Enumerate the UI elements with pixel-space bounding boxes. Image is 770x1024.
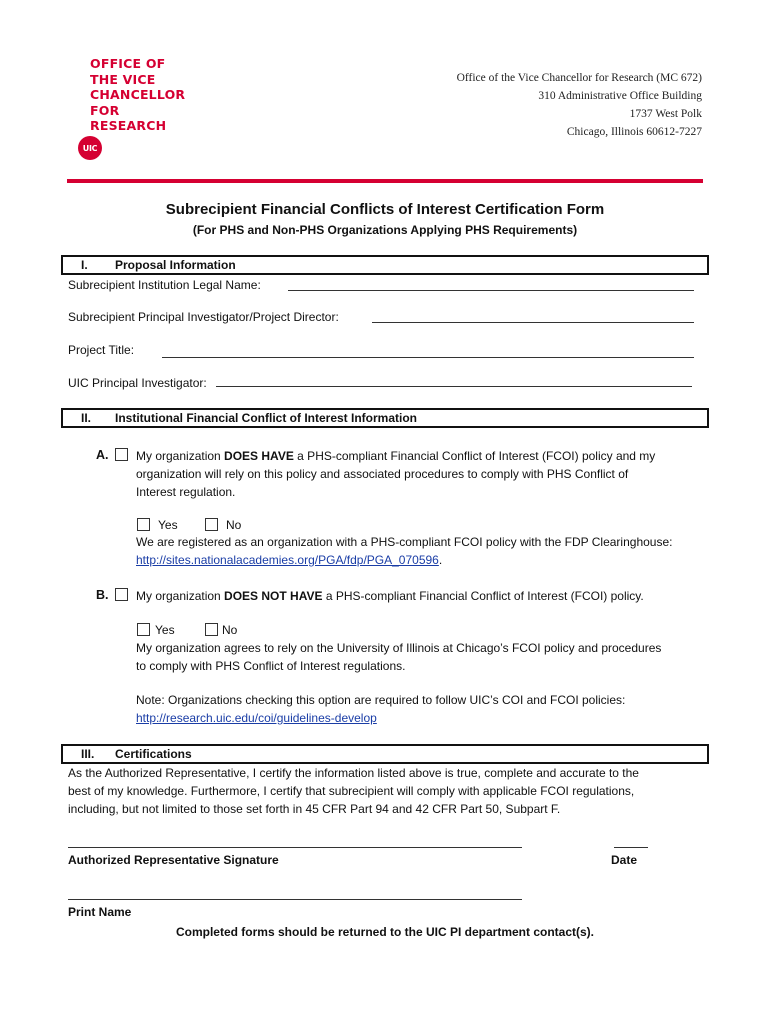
print-name-field[interactable]	[68, 899, 522, 900]
option-b-note	[136, 691, 716, 727]
coi-policy-link[interactable]: http://research.uic.edu/coi/guidelines-develop	[136, 711, 377, 725]
logo-line: THE VICE	[90, 71, 156, 87]
section-number: II.	[81, 411, 92, 425]
option-b-emph: DOES NOT HAVE	[224, 589, 323, 603]
date-field[interactable]	[614, 847, 648, 848]
option-a-line3: Interest regulation.	[136, 485, 236, 499]
option-a-post: a PHS-compliant Financial Conflict of Interest (FCOI) policy and my	[293, 449, 656, 463]
return-instructions: Completed forms should be returned to the UIC PI department contact(s).	[175, 925, 595, 939]
project-title-label: Project Title:	[68, 343, 135, 357]
option-b-post: a PHS-compliant Financial Conflict of Interest (FCOI) policy.	[322, 589, 644, 603]
logo-line: CHANCELLOR	[90, 87, 186, 102]
logo-line: RESEARCH	[90, 118, 167, 133]
option-b-yes-label: Yes	[155, 623, 175, 637]
section-heading: Proposal Information	[115, 258, 236, 272]
option-a-no-checkbox[interactable]	[205, 518, 218, 531]
section-3-header	[61, 744, 709, 764]
print-name-label: Print Name	[68, 905, 132, 919]
link-suffix: .	[438, 553, 443, 567]
option-b-yes-checkbox[interactable]	[137, 623, 150, 636]
institution-label: Subrecipient Institution Legal Name:	[68, 278, 261, 292]
cert-line2: best of my knowledge. Furthermore, I certify that subrecipient will comply with applicable FCOI regulations,	[68, 784, 635, 798]
note-text: Note: Organizations checking this option are required to follow UIC’s COI and FCOI policies:	[136, 693, 626, 707]
form-title: Subrecipient Financial Conflicts of Interest Certification Form	[165, 201, 605, 218]
date-label: Date	[611, 853, 638, 867]
uic-pi-label: UIC Principal Investigator:	[68, 376, 207, 390]
clearinghouse-link[interactable]: http://sites.nationalacademies.org/PGA/fdp/PGA_070596	[136, 553, 439, 567]
logo-line: FOR	[90, 102, 120, 118]
agree-line2: to comply with PHS Conflict of Interest regulations.	[136, 659, 406, 673]
section-heading: Certifications	[115, 747, 192, 761]
option-b-agreement	[136, 639, 716, 675]
option-b-no-label: No	[222, 623, 238, 637]
option-b-no-checkbox[interactable]	[205, 623, 218, 636]
option-b-pre: My organization	[136, 589, 225, 603]
option-a-checkbox[interactable]	[115, 448, 128, 461]
section-number: I.	[81, 258, 88, 272]
address-line: 1737 West Polk	[629, 108, 702, 120]
agree-line1: My organization agrees to rely on the University of Illinois at Chicago’s FCOI policy and procedures	[136, 641, 662, 655]
option-a-letter: A.	[96, 448, 109, 462]
option-a-no-label: No	[226, 518, 242, 532]
signature-label: Authorized Representative Signature	[68, 853, 279, 867]
pi-field[interactable]	[372, 322, 694, 323]
pi-label: Subrecipient Principal Investigator/Project Director:	[68, 310, 339, 324]
section-2-header	[61, 408, 709, 428]
clearinghouse-text: We are registered as an organization with a PHS-compliant FCOI policy with the FDP Clearinghouse:	[136, 535, 673, 549]
certification-text	[68, 764, 708, 818]
institution-field[interactable]	[288, 290, 694, 291]
office-address	[457, 69, 702, 141]
ovcr-logo	[90, 56, 185, 134]
form-subtitle: (For PHS and Non-PHS Organizations Applying PHS Requirements)	[192, 223, 578, 237]
address-line: 310 Administrative Office Building	[538, 90, 702, 102]
cert-line1: As the Authorized Representative, I certify the information listed above is true, complete and accurate to the	[68, 766, 639, 780]
signature-field[interactable]	[68, 847, 522, 848]
option-a-pre: My organization	[136, 449, 225, 463]
address-line: Office of the Vice Chancellor for Research (MC 672)	[456, 72, 702, 84]
option-a-yes-checkbox[interactable]	[137, 518, 150, 531]
option-a-emph: DOES HAVE	[224, 449, 294, 463]
option-a-text	[136, 447, 706, 501]
section-number: III.	[81, 747, 95, 761]
section-1-header	[61, 255, 709, 275]
option-a-yes-label: Yes	[158, 518, 178, 532]
option-b-letter: B.	[96, 588, 109, 602]
option-a-line2: organization will rely on this policy and associated procedures to comply with PHS Conflict of	[136, 467, 629, 481]
option-a-clearinghouse	[136, 533, 716, 569]
address-line: Chicago, Illinois 60612-7227	[566, 126, 702, 138]
option-b-checkbox[interactable]	[115, 588, 128, 601]
project-title-field[interactable]	[162, 357, 694, 358]
cert-line3: including, but not limited to those set forth in 45 CFR Part 94 and 42 CFR Part 50, Subpart F.	[68, 802, 561, 816]
option-b-text	[136, 587, 706, 605]
uic-pi-field[interactable]	[216, 386, 692, 387]
header-divider	[67, 179, 703, 183]
section-heading: Institutional Financial Conflict of Interest Information	[115, 411, 418, 425]
uic-badge-icon: UIC	[78, 136, 102, 160]
logo-line: OFFICE OF	[90, 56, 166, 71]
